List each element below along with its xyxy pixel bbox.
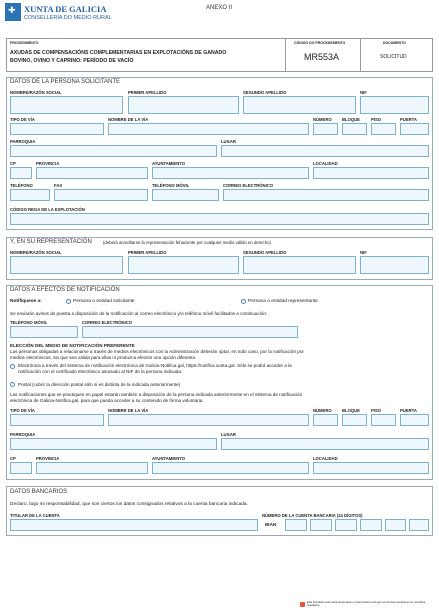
notif-label-correo: CORREO ELECTRÓNICO — [82, 320, 133, 325]
avisos-text: Se enviarán avisos de puesta a disposición de la notificación al correo electrónico y/o teléfono móvil facilitados a continuación: — [10, 311, 268, 316]
input-oficina[interactable] — [335, 519, 357, 531]
input-dc[interactable] — [360, 519, 382, 531]
label-lugar: LUGAR — [221, 139, 236, 144]
option-electronica[interactable] — [10, 364, 15, 369]
input-cuenta-1[interactable] — [385, 519, 406, 531]
notif-label-ayuntamiento: AYUNTAMIENTO — [152, 456, 185, 461]
section-notif-title: DATOS A EFECTOS DE NOTIFICACIÓN — [10, 287, 120, 293]
input-nombre-via[interactable] — [108, 123, 309, 135]
org-name: XUNTA DE GALICIA — [24, 4, 107, 14]
input-iban[interactable] — [285, 519, 307, 531]
input-fax[interactable] — [54, 189, 148, 201]
notif-input-lugar[interactable] — [221, 438, 429, 450]
proc-title-1: AXUDAS DE COMPENSACIÓNS COMPLEMENTARIAS EN EXPLOTACIÓNS DE GANADO — [10, 50, 227, 56]
notif-input-numero[interactable] — [313, 414, 338, 426]
label-nif: NIF — [360, 90, 367, 95]
proc-label: PROCEDIMENTO — [10, 41, 39, 45]
rep-input-apellido1[interactable] — [128, 256, 239, 274]
label-parroquia: PARROQUIA — [10, 139, 36, 144]
input-localidad[interactable] — [313, 167, 429, 179]
label-piso: PISO — [371, 117, 382, 122]
input-ayuntamiento[interactable] — [152, 167, 309, 179]
label-ayuntamiento: AYUNTAMIENTO — [152, 161, 185, 166]
label-tipo-via: TIPO DE VÍA — [10, 117, 35, 122]
notif-label-movil: TELÉFONO MÓVIL — [10, 320, 48, 325]
rep-label-nif: NIF — [360, 250, 367, 255]
rep-input-nombre[interactable] — [10, 256, 123, 274]
input-parroquia[interactable] — [10, 145, 217, 157]
input-entidad[interactable] — [310, 519, 332, 531]
input-nombre[interactable] — [10, 96, 123, 114]
input-cp[interactable] — [10, 167, 32, 179]
radio-representante-label: Persona o entidad representante — [248, 299, 318, 304]
footer-text: Este formulario sólo podrá presentarse en https://sede.xunta.gal. Los formas previstas en su normativa reguladora — [307, 601, 426, 607]
notif-input-bloque[interactable] — [342, 414, 367, 426]
notif-label-lugar: LUGAR — [221, 432, 236, 437]
label-titular: TITULAR DE LA CUENTA — [10, 513, 60, 518]
notif-input-movil[interactable] — [10, 326, 78, 338]
papel-line-2: electrónica de Galicia-Notifica.gal, para que pueda acceder a su contenido de forma voluntaria. — [10, 398, 204, 403]
input-cuenta-2[interactable] — [409, 519, 429, 531]
notif-label-bloque: BLOQUE — [342, 408, 360, 413]
input-puerta[interactable] — [400, 123, 429, 135]
elec-line-2: notificación con el certificado electrónico asociado al NIF de la persona indicada. — [18, 369, 183, 374]
bank-declaration: Declaro, bajo mi responsabilidad, que son ciertos los datos consignados relativos a la cuenta bancaria indicada. — [10, 502, 248, 507]
postal-label: Postal (cubrir la dirección postal sólo si es distinta de la indicada anteriormente) — [18, 382, 181, 387]
label-numero-cuenta: NÚMERO DE LA CUENTA BANCARIA (24 DÍGITOS) — [262, 513, 363, 518]
label-apellido1: PRIMER APELLIDO — [128, 90, 167, 95]
input-titular[interactable] — [10, 519, 258, 531]
doc-value: SOLICITUD — [380, 54, 407, 60]
proc-title-2: BOVINO, OVINO Y CAPRINO: PERÍODO DE VACÍO — [10, 58, 134, 64]
input-piso[interactable] — [371, 123, 396, 135]
notif-label-nombre-via: NOMBRE DE LA VÍA — [108, 408, 149, 413]
notif-input-ayuntamiento[interactable] — [152, 462, 309, 474]
notif-input-puerta[interactable] — [400, 414, 429, 426]
section-rep-title: Y, EN SU REPRESENTACIÓN — [10, 239, 92, 245]
notif-input-correo[interactable] — [82, 326, 298, 338]
rep-input-apellido2[interactable] — [243, 256, 356, 274]
notif-label-puerta: PUERTA — [400, 408, 417, 413]
notif-label-tipo-via: TIPO DE VÍA — [10, 408, 35, 413]
input-nif[interactable] — [360, 96, 429, 114]
notif-input-cp[interactable] — [10, 462, 32, 474]
label-telefono: TELÉFONO — [10, 183, 33, 188]
annex-label: ANEXO II — [206, 5, 233, 11]
notif-input-parroquia[interactable] — [10, 438, 217, 450]
label-fax: FAX — [54, 183, 63, 188]
code-label: CÓDIGO DO PROCEDEMENTO — [294, 41, 346, 45]
label-localidad: LOCALIDAD — [313, 161, 338, 166]
input-rega[interactable] — [10, 213, 429, 225]
section-rep-note: (deberá acreditarse la representación fehaciente por cualquier medio válido en derecho) — [103, 240, 271, 245]
input-apellido2[interactable] — [243, 96, 356, 114]
eleccion-label: ELECCIÓN DEL MEDIO DE NOTIFICACIÓN PREFERENTE — [10, 343, 135, 348]
notif-label-provincia: PROVINCIA — [36, 456, 60, 461]
option-postal[interactable] — [10, 382, 15, 387]
oblig-line-2: medios electrónicos, sin que sea válida para ellas ni produzca efectos una opción diferente. — [10, 355, 197, 360]
label-cp: CP — [10, 161, 16, 166]
label-nombre: NOMBRE/RAZÓN SOCIAL — [10, 90, 62, 95]
radio-solicitante[interactable] — [66, 299, 71, 304]
notif-a-label: Notifíquese a: — [10, 299, 42, 304]
input-numero[interactable] — [313, 123, 338, 135]
notif-label-parroquia: PARROQUIA — [10, 432, 36, 437]
notif-input-piso[interactable] — [371, 414, 396, 426]
label-puerta: PUERTA — [400, 117, 417, 122]
proc-code: MR553A — [304, 52, 340, 62]
input-apellido1[interactable] — [128, 96, 239, 114]
section-bank-title: DATOS BANCARIOS — [10, 489, 68, 495]
section-applicant-title: DATOS DE LA PERSONA SOLICITANTE — [10, 79, 121, 85]
rep-label-apellido2: SEGUNDO APELLIDO — [243, 250, 287, 255]
notif-input-provincia[interactable] — [36, 462, 148, 474]
notif-input-localidad[interactable] — [313, 462, 429, 474]
footer-logo-icon — [300, 602, 305, 607]
notif-input-tipo-via[interactable] — [10, 414, 104, 426]
label-numero: NÚMERO — [313, 117, 332, 122]
notif-label-numero: NÚMERO — [313, 408, 332, 413]
papel-line-1: Las notificaciones que se practiquen en papel estarán también a disposición de la persona indicada anteriormente en el Sistema de notificación — [10, 392, 303, 397]
input-tipo-via[interactable] — [10, 123, 104, 135]
label-rega: CÓDIGO REGA DE LA EXPLOTACIÓN — [10, 207, 85, 212]
label-apellido2: SEGUNDO APELLIDO — [243, 90, 287, 95]
notif-input-nombre-via[interactable] — [108, 414, 309, 426]
oblig-line-1: Las personas obligadas a relacionarse a través de medios electrónicos con la Administración deberán optar, en todo caso, por la notificación por — [10, 349, 304, 354]
label-provincia: PROVINCIA — [36, 161, 60, 166]
input-correo[interactable] — [223, 189, 429, 201]
rep-input-nif[interactable] — [360, 256, 429, 274]
notif-label-cp: CP — [10, 456, 16, 461]
rep-label-apellido1: PRIMER APELLIDO — [128, 250, 167, 255]
input-movil[interactable] — [152, 189, 219, 201]
input-lugar[interactable] — [221, 145, 429, 157]
label-movil: TELÉFONO MÓVIL — [152, 183, 190, 188]
notif-label-localidad: LOCALIDAD — [313, 456, 338, 461]
input-bloque[interactable] — [342, 123, 367, 135]
elec-line-1: Electrónica a través del Sistema de notificación electrónica de Galicia-Notifica.gal, https://notifica.xunta.gal. Sólo se podrá acceder a la — [18, 363, 292, 368]
doc-label: DOCUMENTO — [383, 41, 406, 45]
dept-name: CONSELLERÍA DO MEDIO RURAL — [24, 15, 112, 21]
label-bloque: BLOQUE — [342, 117, 360, 122]
xunta-logo-icon — [5, 3, 21, 21]
input-provincia[interactable] — [36, 167, 148, 179]
label-iban: IBAN — [265, 522, 277, 527]
label-nombre-via: NOMBRE DE LA VÍA — [108, 117, 149, 122]
radio-representante[interactable] — [241, 299, 246, 304]
notif-label-piso: PISO — [371, 408, 382, 413]
input-telefono[interactable] — [10, 189, 50, 201]
rep-label-nombre: NOMBRE/RAZÓN SOCIAL — [10, 250, 62, 255]
label-correo: CORREO ELECTRÓNICO — [223, 183, 274, 188]
radio-solicitante-label: Persona o entidad solicitante — [73, 299, 135, 304]
